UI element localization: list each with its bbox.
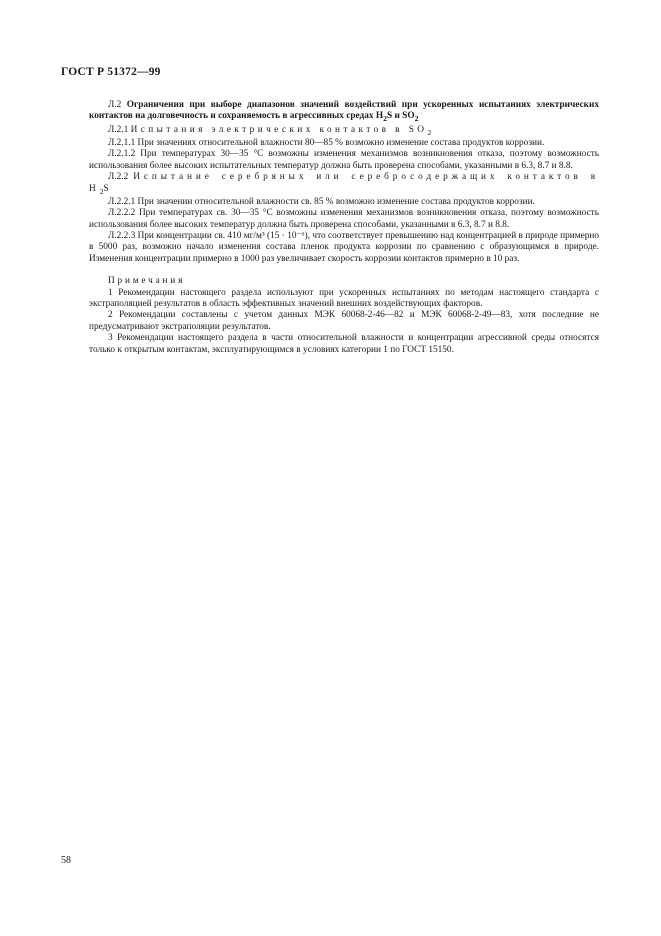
paragraph: Л.2.2.3 При концентрации св. 410 мг/м³ (15 · 10⁻⁶), что соответствует превышению над концентрацией в природе примерно в 5000 раз, возможно начало изменения состава пленок продукта коррозии по сравнению с образующимся в природе. Изменения концентрации примерно в 1000 раз увеличивает скорость коррозии контактов примерно в 10 раз. bbox=[89, 231, 599, 264]
subsection-heading-2: Л.2.2 Испытание серебряных или серебросодержащих контактов в $H_2S$ bbox=[89, 172, 599, 196]
note-item: 2 Рекомендации составлены с учетом данных МЭК 60068-2-46—82 и МЭК 60068-2-49—83, хотя последние не предусматривают экстраполяции результатов. bbox=[89, 310, 599, 332]
section-heading bbox=[89, 100, 599, 125]
document-header: ГОСТ Р 51372—99 bbox=[61, 66, 161, 78]
section-number: Л.2 bbox=[108, 100, 122, 110]
paragraph: Л.2.2.1 При значении относительной влажности св. 85 % возможно изменение состава продуктов коррозии. bbox=[108, 196, 535, 207]
document-body bbox=[89, 100, 599, 356]
subsection-title-2: Испытание серебряных или серебросодержащих контактов в H bbox=[89, 172, 599, 194]
note-item: 3 Рекомендации настоящего раздела в части относительной влажности и концентрации агрессивной среды относятся только к открытым контактам, эксплуатирующимся в условиях категории 1 по ГОСТ 15150. bbox=[89, 333, 599, 355]
subsection-heading-1: Л.2.1 Испытания электрических контактов в $SO_2$ bbox=[108, 124, 432, 137]
paragraph: Л.2.1.2 При температурах 30—35 °С возможны изменения механизмов возникновения отказа, поэтому возможность использования более высоких испытательных температур должна быть проверена способами, указанными в 6.3, 8.7 и 8.8. bbox=[89, 149, 599, 171]
paragraph: Л.2.1.1 При значениях относительной влажности 80—85 % возможно изменение состава продуктов коррозии. bbox=[108, 137, 545, 148]
section-title: Ограничения при выборе диапазонов значений воздействий при ускоренных испытаниях электрических контактов на долговечность и сохраняемость в агрессивных средах $H_2S$ и $SO_2$ bbox=[89, 100, 599, 124]
note-item: 1 Рекомендации настоящего раздела используют при ускоренных испытаниях по методам настоящего стандарта с экстраполяцией результатов в область эффективных значений внешних воздействующих факторов. bbox=[89, 287, 599, 310]
paragraph: Л.2.2.2 При температурах св. 30—35 °С возможны изменения механизмов возникновения отказа, поэтому возможность использования более высоких температур должна быть проверена способами, указанными в 6.3, 8.7 и 8.8. bbox=[89, 208, 599, 230]
notes-title: Примечания bbox=[108, 276, 186, 287]
page-number: 58 bbox=[61, 855, 71, 866]
subsection-title-1: Испытания электрических контактов в SO bbox=[130, 124, 428, 135]
